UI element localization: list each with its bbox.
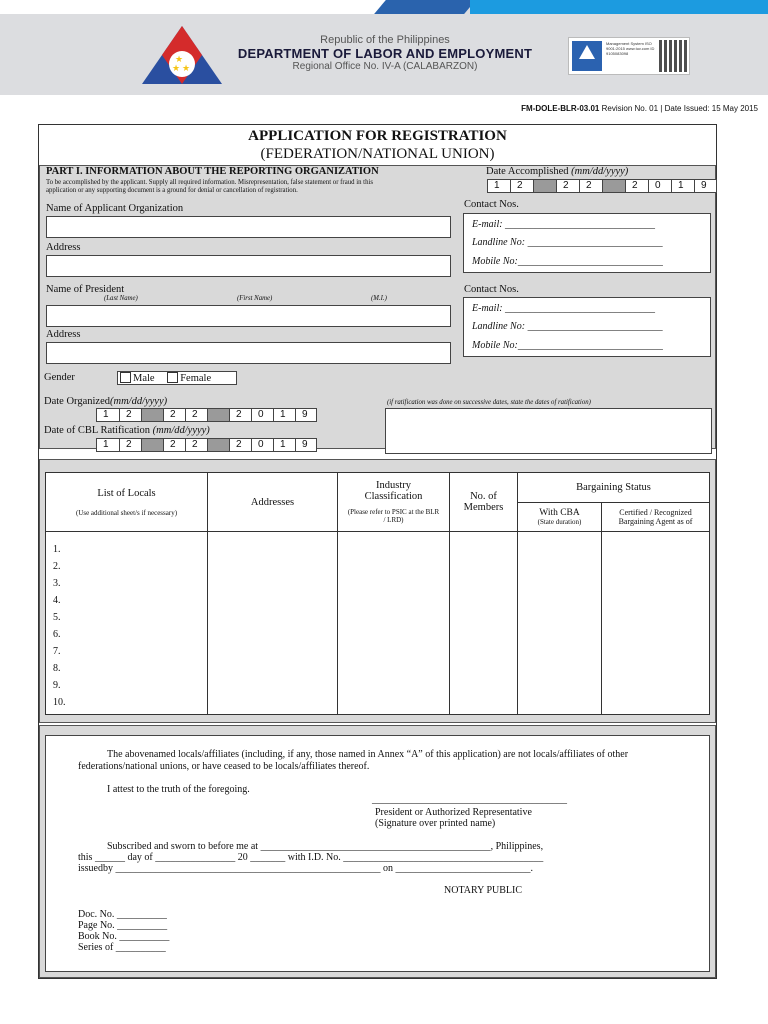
department-heading: [230, 34, 540, 72]
organized-digit[interactable]: 1: [96, 408, 119, 422]
industry-cell[interactable]: [338, 532, 450, 715]
part1-instructions-2: application or any supporting document is a ground for denial or cancellation of registration.: [46, 187, 298, 194]
cbl-digit[interactable]: 2: [119, 438, 141, 452]
cbl-digit[interactable]: 1: [273, 438, 295, 452]
cbl-digit[interactable]: 0: [251, 438, 273, 452]
org-landline-field[interactable]: Landline No: ___________________________: [472, 237, 663, 248]
signature-label-1: President or Authorized Representative: [375, 807, 532, 818]
organized-separator: [141, 408, 163, 422]
page-no-field[interactable]: Page No. __________: [78, 920, 168, 931]
org-email-label: E-mail:: [472, 219, 503, 230]
department-name: DEPARTMENT OF LABOR AND EMPLOYMENT: [237, 46, 533, 61]
president-mobile-field[interactable]: Mobile No:_____________________________: [472, 340, 663, 351]
header-list-of-locals: [46, 473, 208, 532]
dole-logo-icon: [140, 24, 224, 86]
signature-line[interactable]: _______________________________________: [372, 794, 567, 805]
svg-text:★: ★: [172, 63, 181, 73]
sworn-line-1[interactable]: Subscribed and sworn to before me at ______________________________________________, Philippines,: [107, 841, 544, 852]
application-form: [38, 124, 717, 979]
list-item: 1.: [53, 544, 61, 555]
header-certified: Certified / Recognized Bargaining Agent as of: [602, 503, 710, 532]
header-white-band: [0, 0, 390, 14]
list-item: 6.: [53, 629, 61, 640]
ratification-dates-input[interactable]: [385, 408, 712, 454]
attest-statement: I attest to the truth of the foregoing.: [107, 784, 250, 795]
part1-instructions-1: To be accomplished by the applicant. Supply all required information. Misrepresentation, false statement or fraud in this: [46, 179, 374, 186]
date-accomplished-text: Date Accomplished: [486, 166, 569, 177]
list-item: 7.: [53, 646, 61, 657]
signature-label-2: (Signature over printed name): [375, 818, 496, 829]
attest-para-1b: federations/national unions, or have ceased to be locals/affiliates thereof.: [78, 761, 370, 772]
org-contact-label: Contact Nos.: [464, 199, 519, 210]
list-item: 8.: [53, 663, 61, 674]
first-name-hint: (First Name): [237, 295, 273, 302]
title-line-2: (FEDERATION/NATIONAL UNION): [260, 146, 495, 162]
svg-text:★: ★: [175, 54, 184, 64]
last-name-hint: (Last Name): [104, 295, 138, 302]
ratification-note: (if ratification was done on successive dates, state the dates of ratification): [387, 399, 591, 406]
members-cell[interactable]: [450, 532, 518, 715]
date-digit[interactable]: 2: [579, 179, 602, 193]
female-checkbox[interactable]: [167, 372, 178, 383]
mi-hint: (M.I.): [371, 295, 387, 302]
list-item: 2.: [53, 561, 61, 572]
org-name-input[interactable]: [46, 216, 451, 238]
president-address-input[interactable]: [46, 342, 451, 364]
org-email-field[interactable]: E-mail: ______________________________: [472, 219, 656, 230]
date-digit[interactable]: 2: [625, 179, 648, 193]
date-accomplished-format: (mm/dd/yyyy): [571, 166, 629, 177]
cbl-digit[interactable]: 2: [185, 438, 207, 452]
president-mobile-label: Mobile No:: [472, 340, 518, 351]
president-contact-box: [463, 297, 711, 357]
org-landline-label: Landline No:: [472, 237, 526, 248]
list-of-locals-label: List of Locals: [97, 487, 156, 499]
header-with-cba: [518, 503, 602, 532]
letterhead: [0, 0, 768, 95]
date-digit[interactable]: 2: [510, 179, 533, 193]
with-cba-label: With CBA: [539, 508, 580, 518]
list-item: 3.: [53, 578, 61, 589]
list-of-locals-note: (Use additional sheet/s if necessary): [75, 508, 178, 517]
date-digit[interactable]: 2: [556, 179, 579, 193]
org-contact-box: [463, 213, 711, 273]
date-accomplished-field[interactable]: [487, 179, 717, 193]
date-organized-text: Date Organized: [44, 396, 110, 407]
president-email-field[interactable]: E-mail: ______________________________: [472, 303, 656, 314]
cbl-ratification-label: [44, 425, 210, 436]
addresses-cell[interactable]: [208, 532, 338, 715]
sworn-line-3[interactable]: issuedby _____________________________________________________ on ___________________________.: [78, 863, 533, 874]
locals-table: [45, 472, 710, 715]
regional-office: Regional Office No. IV-A (CALABARZON): [292, 61, 478, 72]
part1-heading: PART I. INFORMATION ABOUT THE REPORTING ORGANIZATION: [46, 166, 379, 177]
cbl-separator: [207, 438, 229, 452]
cbl-digit[interactable]: 2: [229, 438, 251, 452]
president-contact-label: Contact Nos.: [464, 284, 519, 295]
male-checkbox[interactable]: [120, 372, 131, 383]
org-mobile-label: Mobile No:: [472, 256, 518, 267]
organized-separator: [207, 408, 229, 422]
header-industry: [338, 473, 450, 532]
header-light-stripe: [470, 0, 768, 14]
certified-cell[interactable]: [602, 532, 710, 715]
organized-digit[interactable]: 9: [295, 408, 317, 422]
revision-info: Revision No. 01 | Date Issued: 15 May 2015: [601, 104, 758, 113]
industry-label: Industry Classification: [364, 480, 423, 502]
svg-text:★: ★: [182, 63, 191, 73]
date-separator: [533, 179, 556, 193]
series-field[interactable]: Series of __________: [78, 942, 166, 953]
list-item: 5.: [53, 612, 61, 623]
president-email-label: E-mail:: [472, 303, 503, 314]
organized-digit[interactable]: 2: [119, 408, 141, 422]
cert-text: Management System ISO 9001:2015 www.tuv.com ID 9105083098: [606, 41, 655, 56]
date-organized-field[interactable]: [96, 408, 317, 422]
date-accomplished-label: [486, 166, 628, 177]
form-title: [39, 127, 716, 163]
organized-digit[interactable]: 1: [273, 408, 295, 422]
date-digit[interactable]: 9: [694, 179, 717, 193]
iso-certification-badge: [568, 37, 690, 75]
attest-para-1a: The abovenamed locals/affiliates (including, if any, those named in Annex “A” of this application) are not locals/affiliates of other: [107, 749, 629, 760]
president-label: Name of President: [46, 284, 125, 295]
doc-no-field[interactable]: Doc. No. __________: [78, 909, 167, 920]
with-cba-note: (State duration): [537, 518, 582, 526]
attestation-box: [45, 735, 710, 972]
president-address-label: Address: [46, 329, 81, 340]
president-landline-label: Landline No:: [472, 321, 526, 332]
date-digit[interactable]: 0: [648, 179, 671, 193]
cbl-digit[interactable]: 1: [96, 438, 119, 452]
org-address-input[interactable]: [46, 255, 451, 277]
cbl-format: (mm/dd/yyyy): [152, 425, 210, 436]
header-addresses: Addresses: [208, 473, 338, 532]
female-label: Female: [180, 373, 212, 384]
organized-digit[interactable]: 0: [251, 408, 273, 422]
list-item: 4.: [53, 595, 61, 606]
cbl-digit[interactable]: 9: [295, 438, 317, 452]
tuv-logo-icon: [572, 41, 602, 71]
part1-section: [39, 165, 716, 449]
cbl-label-text: Date of CBL Ratification: [44, 425, 151, 436]
header-blue-stripe: [374, 0, 476, 14]
republic-label: Republic of the Philippines: [320, 34, 450, 46]
date-organized-label: [44, 396, 167, 407]
president-landline-field[interactable]: Landline No: ___________________________: [472, 321, 663, 332]
list-item: 9.: [53, 680, 61, 691]
list-item: 10.: [53, 697, 66, 708]
header-members: No. of Members: [450, 473, 518, 532]
notary-public-label: NOTARY PUBLIC: [444, 885, 523, 896]
org-address-label: Address: [46, 242, 81, 253]
male-label: Male: [133, 373, 155, 384]
organized-digit[interactable]: 2: [185, 408, 207, 422]
book-no-field[interactable]: Book No. __________: [78, 931, 170, 942]
date-digit[interactable]: 1: [487, 179, 510, 193]
cbl-digit[interactable]: 2: [163, 438, 185, 452]
date-digit[interactable]: 1: [671, 179, 694, 193]
org-mobile-field[interactable]: Mobile No:_____________________________: [472, 256, 663, 267]
cbl-ratification-field[interactable]: [96, 438, 317, 452]
cbl-separator: [141, 438, 163, 452]
locals-cell[interactable]: [46, 532, 208, 715]
president-name-input[interactable]: [46, 305, 451, 327]
sworn-line-2[interactable]: this ______ day of ________________ 20 _______ with I.D. No. ________________________________________: [78, 852, 544, 863]
industry-note: (Please refer to PSIC at the BLR / LRD): [347, 508, 440, 524]
header-bargaining: Bargaining Status: [518, 473, 710, 503]
qr-code-icon: [659, 40, 689, 72]
date-organized-format: (mm/dd/yyyy): [109, 396, 168, 407]
gender-options: [117, 371, 237, 385]
form-code: FM-DOLE-BLR-03.01: [521, 104, 600, 113]
organized-digit[interactable]: 2: [163, 408, 185, 422]
gender-label: Gender: [44, 372, 75, 383]
with-cba-cell[interactable]: [518, 532, 602, 715]
org-name-label: Name of Applicant Organization: [46, 203, 184, 214]
form-number: [521, 104, 758, 113]
date-separator: [602, 179, 625, 193]
organized-digit[interactable]: 2: [229, 408, 251, 422]
title-line-1: APPLICATION FOR REGISTRATION: [248, 128, 507, 144]
locals-row-numbers: [53, 541, 66, 711]
